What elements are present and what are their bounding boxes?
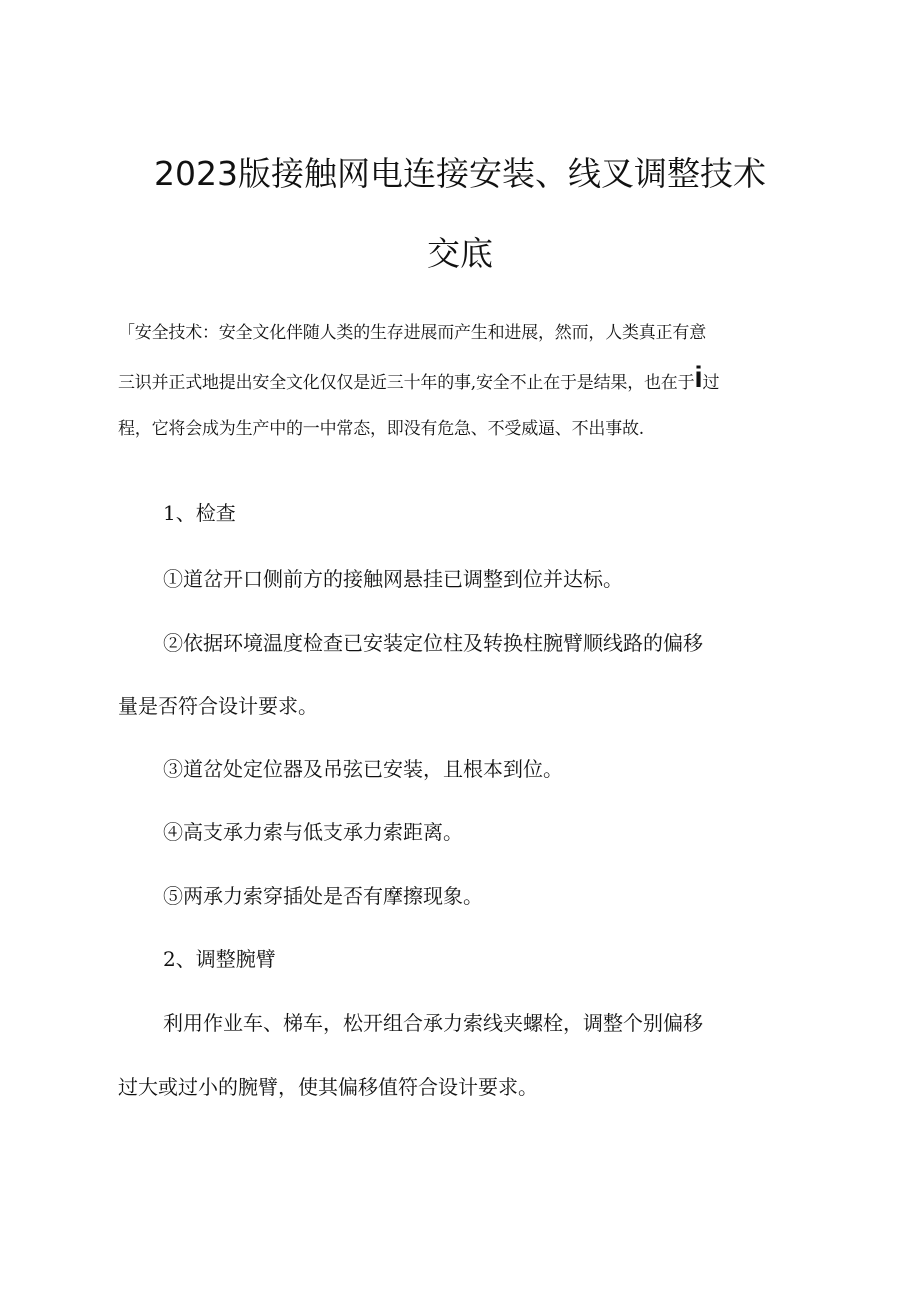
intro-stray-mark: i xyxy=(694,361,703,394)
check-item-2-line-2: 量是否符合设计要求。 xyxy=(118,694,318,718)
section-2-body-line-2: 过大或过小的腕臂，使其偏移值符合设计要求。 xyxy=(118,1075,538,1099)
check-item-1: ①道岔开口侧前方的接触网悬挂已调整到位并达标。 xyxy=(163,567,623,591)
check-item-4: ④高支承力索与低支承力索距离。 xyxy=(163,820,463,844)
section-2-body-line-1: 利用作业车、梯车，松开组合承力索线夹螺栓，调整个别偏移 xyxy=(163,1011,703,1035)
section-2-heading: 2、调整腕臂 xyxy=(163,947,276,971)
intro-line-2 xyxy=(118,361,720,394)
check-item-3: ③道岔处定位器及吊弦已安装，且根本到位。 xyxy=(163,757,563,781)
intro-line-2-tail: 过 xyxy=(702,373,720,393)
section-1-heading: 1、检查 xyxy=(163,501,236,525)
check-item-2-line-1: ②依据环境温度检查已安装定位柱及转换柱腕臂顺线路的偏移 xyxy=(163,631,703,655)
intro-line-3: 程，它将会成为生产中的一中常态，即没有危急、不受威逼、不出事故. xyxy=(118,419,645,439)
intro-line-2-text: 三识并正式地提出安全文化仅仅是近三十年的事,安全不止在于是结果，也在于 xyxy=(118,373,695,393)
document-title-line-1: 2023版接触网电连接安装、线叉调整技术 xyxy=(154,154,766,193)
document-title-line-2: 交底 xyxy=(427,234,493,273)
intro-line-1: 「安全技术：安全文化伴随人类的生存进展而产生和进展，然而，人类真正有意 xyxy=(118,323,706,343)
check-item-5: ⑤两承力索穿插处是否有摩擦现象。 xyxy=(163,884,483,908)
